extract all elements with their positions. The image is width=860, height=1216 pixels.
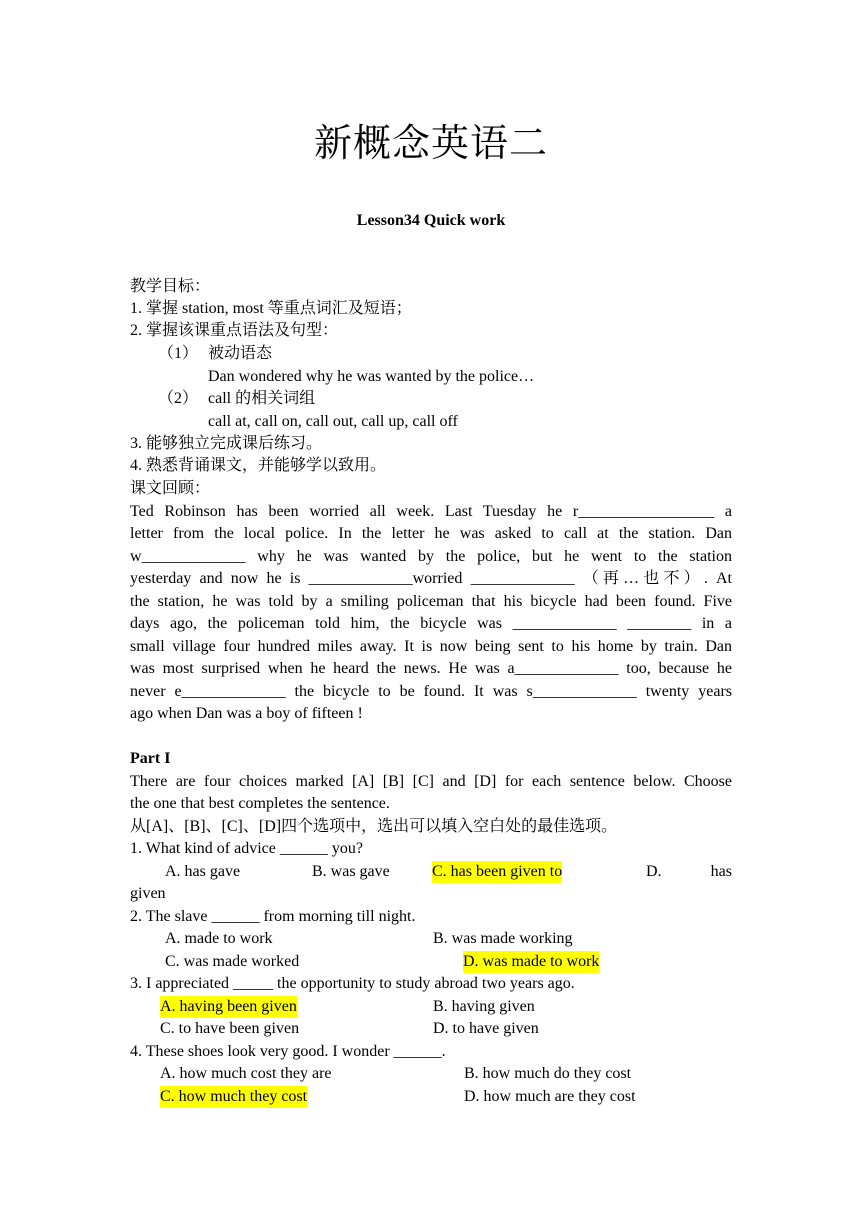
part-instructions-line: There are four choices marked [A] [B] [C] and [D] for each sentence below. Choose [130,773,732,790]
question-3-option-d: D. to have given [433,1020,539,1037]
part-heading: Part I [130,750,171,767]
sub-item-2-number: （2） [158,390,199,407]
review-paragraph-line: small village four hundred miles away. It is now being sent to his home by train. Dan [130,638,732,655]
review-paragraph-line: the station, he was told by a smiling policeman that his bicycle had been found. Five [130,593,732,610]
part-instructions-chinese: 从[A]、[B]、[C]、[D]四个选项中，选出可以填入空白处的最佳选项。 [130,818,618,835]
review-paragraph-line: was most surprised when he heard the news. He was a_____________ too, because he [130,660,732,677]
sub-item-2-example: call at, call on, call out, call up, call off [208,413,458,430]
objective-item-1: 1. 掌握 station, most 等重点词汇及短语； [130,300,412,317]
question-2-option-d-answer: D. was made to work [463,951,599,973]
question-3-stem: 3. I appreciated _____ the opportunity to study abroad two years ago. [130,975,575,992]
question-1-option-d-text: has [710,863,732,880]
objectives-heading: 教学目标： [130,278,211,295]
sub-item-2-label: call 的相关词组 [208,390,316,407]
review-paragraph-line: days ago, the policeman told him, the bicycle was _____________ ________ in a [130,615,732,632]
question-1-stem: 1. What kind of advice ______ you? [130,840,363,857]
question-2-option-c: C. was made worked [165,953,300,970]
review-paragraph-line: w_____________ why he was wanted by the police, but he went to the station [130,548,732,565]
question-4-stem: 4. These shoes look very good. I wonder ______. [130,1043,446,1060]
part-instructions-line: the one that best completes the sentence. [130,795,390,812]
question-1-option-d-continued: given [130,885,166,902]
question-1-option-b: B. was gave [312,863,390,880]
sub-item-1-example: Dan wondered why he was wanted by the police… [208,368,535,385]
lesson-subtitle: Lesson34 Quick work [356,212,506,229]
question-3-option-b: B. having given [433,998,535,1015]
objective-item-4: 4. 熟悉背诵课文，并能够学以致用。 [130,457,387,474]
review-paragraph-line: never e_____________ the bicycle to be found. It was s_____________ twenty years [130,683,732,700]
review-paragraph-last-line: ago when Dan was a boy of fifteen ! [130,705,363,722]
question-2-stem: 2. The slave ______ from morning till night. [130,908,416,925]
review-paragraph-line: letter from the local police. In the letter he was asked to call at the station. Dan [130,525,732,542]
page-title: 新概念英语二 [313,121,548,165]
question-1-option-d: D. [646,863,662,880]
question-1-option-c-answer: C. has been given to [432,861,562,883]
objective-item-3: 3. 能够独立完成课后练习。 [130,435,323,452]
question-3-option-a-answer: A. having been given [160,996,297,1018]
review-heading: 课文回顾： [130,480,211,497]
sub-item-1-number: （1） [158,345,199,362]
question-2-option-a: A. made to work [165,930,273,947]
question-4-option-b: B. how much do they cost [464,1065,632,1082]
objective-item-2: 2. 掌握该课重点语法及句型： [130,322,339,339]
question-1-option-a: A. has gave [165,863,241,880]
review-paragraph-line: Ted Robinson has been worried all week. Last Tuesday he r_________________ a [130,503,732,520]
question-3-option-c: C. to have been given [160,1020,300,1037]
review-paragraph-line: yesterday and now he is _____________worried _____________ （再…也不）. At [130,570,732,587]
question-2-option-b: B. was made working [433,930,573,947]
sub-item-1-label: 被动语态 [208,345,273,362]
question-4-option-d: D. how much are they cost [464,1088,636,1105]
question-4-option-a: A. how much cost they are [160,1065,332,1082]
question-4-option-c-answer: C. how much they cost [160,1086,307,1108]
